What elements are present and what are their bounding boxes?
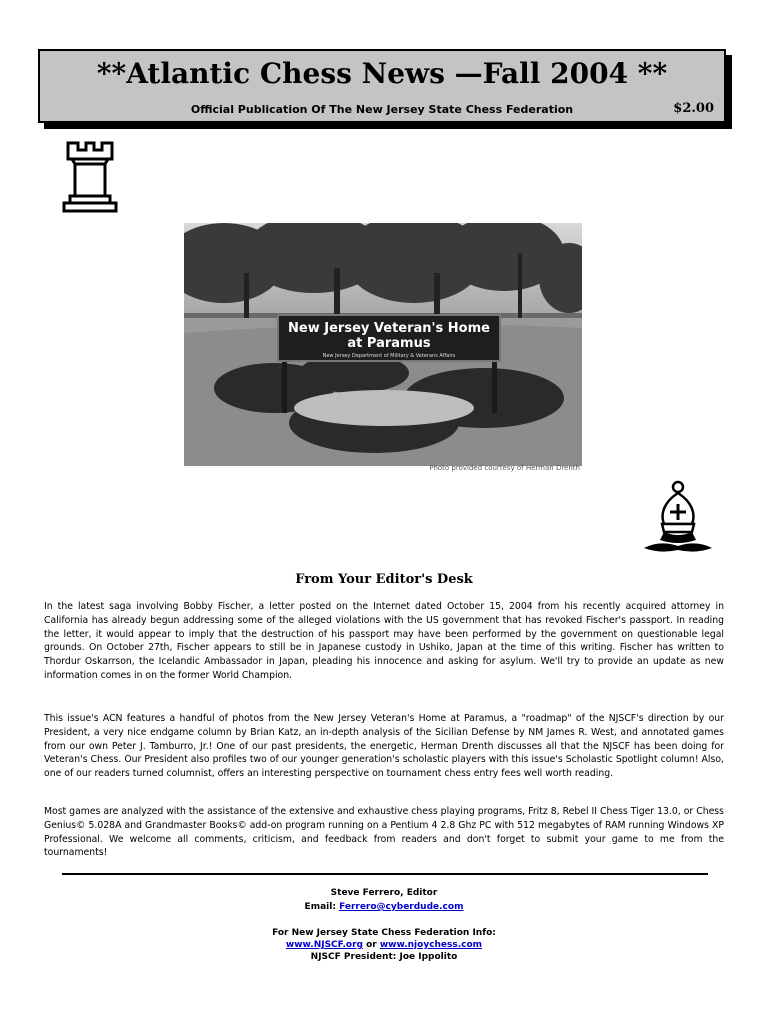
editor-paragraph-1: In the latest saga involving Bobby Fischer, a letter posted on the Internet dated October 15, 2004 from his recently acquired attorney in California has already begun addressing some of the alleged violations with the US government that has revoked Fischer's passport. In reading the letter, it would appear to imply that the destruction of his passport may have been performed by the government on questionable legal grounds. On October 27th, Fischer appears to still be in Japanese custody in Ushiko, Japan at the time of this writing. Fischer has written to Thordur Oskarrson, the Icelandic Ambassador in Japan, pleading his innocence and asking for asylum. We'll try to provide an update as new information comes in on the former World Champion. [44, 601, 724, 681]
email-label: Email: [304, 902, 340, 912]
masthead [38, 49, 726, 123]
editor-desk-heading: From Your Editor's Desk [295, 572, 473, 587]
website-or: or [362, 940, 380, 950]
njscf-website-link[interactable]: www.NJSCF.org [285, 940, 363, 950]
email-line [0, 901, 768, 913]
price-label: $2.00 [673, 101, 714, 116]
email-link[interactable]: Ferrero@cyberdude.com [339, 902, 464, 912]
editor-paragraph-2: This issue's ACN features a handful of photos from the New Jersey Veteran's Home at Paramus, a "roadmap" of the NJSCF's direction by our President, a very nice endgame column by Brian Katz, an in-depth analysis of the Sicilian Defense by NM James R. West, and annotated games from our own Peter J. Tamburro, Jr.! One of our past presidents, the energetic, Herman Drenth discusses all that the NJSCF has been doing for Veteran's Chess. Our President also profiles two of our younger generation's scholastic players with this issue's Scholastic Spotlight column! Also, one of our readers turned columnist, offers an interesting perspective on tournament chess entry fees well worth reading. [44, 713, 724, 780]
njoychess-website-link[interactable]: www.njoychess.com [379, 940, 483, 950]
section-divider [62, 873, 708, 875]
sign-line2: at Paramus [347, 336, 431, 351]
veterans-home-photo [184, 223, 582, 466]
rook-icon [58, 140, 122, 214]
photo-caption: Photo provided courtesy of Herman Drenth [429, 464, 580, 472]
editor-paragraph-3: Most games are analyzed with the assistance of the extensive and exhaustive chess playing programs, Fritz 8, Rebel II Chess Tiger 13.0, or Chess Genius© 5.028A and Grandmaster Books© add-on program running on a Pentium 4 2.8 Ghz PC with 512 megabytes of RAM running Windows XP Professional. We welcome all comments, criticism, and feedback from readers and don't forget to submit your game to me from the tournaments! [44, 806, 724, 859]
newsletter-subtitle: Official Publication Of The New Jersey State Chess Federation [190, 103, 574, 116]
president-line: NJSCF President: Joe Ippolito [310, 952, 458, 962]
sign-line1: New Jersey Veteran's Home [288, 321, 490, 336]
website-line [0, 939, 768, 951]
sign-line3: New Jersey Department of Military & Veterans Affairs [322, 353, 456, 359]
editor-credit: Steve Ferrero, Editor [330, 888, 438, 898]
newsletter-title: **Atlantic Chess News —Fall 2004 ** [96, 57, 668, 90]
info-label: For New Jersey State Chess Federation Info: [272, 928, 496, 938]
bishop-icon [640, 480, 716, 560]
masthead-box [38, 49, 726, 123]
